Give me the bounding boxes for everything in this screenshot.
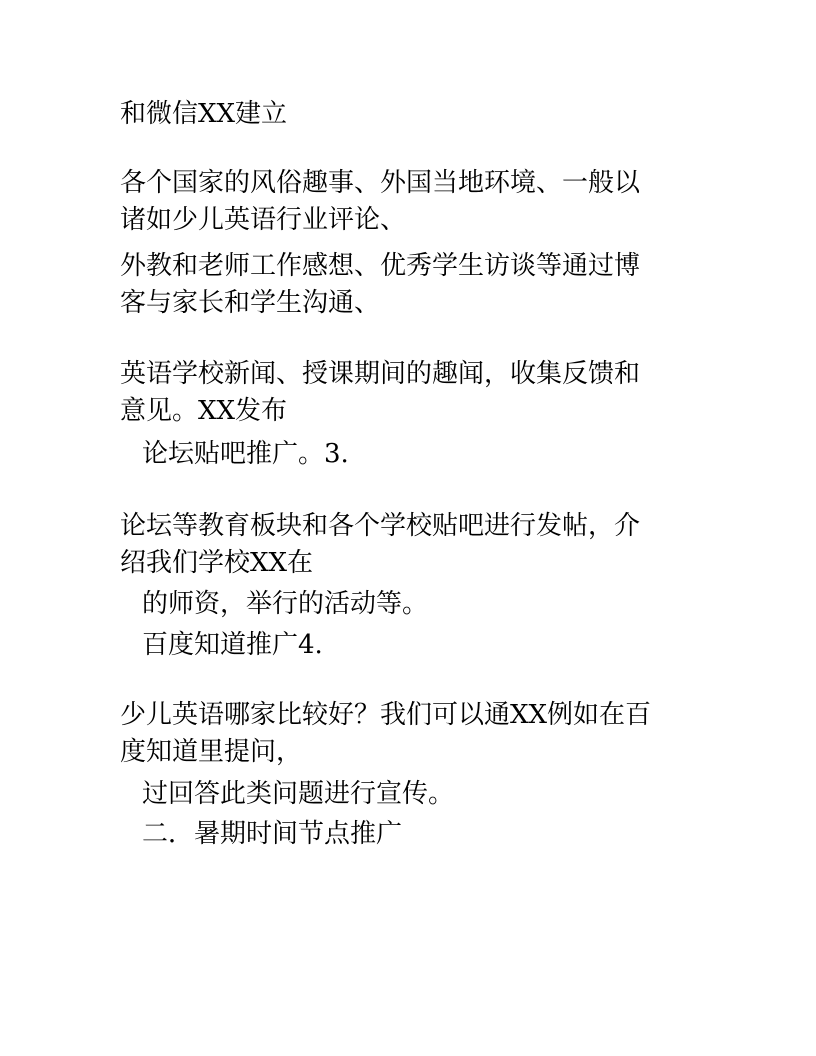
text-line-6: 英语学校新闻、授课期间的趣闻，收集反馈和 — [120, 359, 641, 389]
text-line-12: 百度知道推广4. — [142, 630, 323, 660]
text-line-13: 少儿英语哪家比较好？我们可以通XX例如在百 — [120, 700, 652, 730]
text-line-11: 的师资，举行的活动等。 — [142, 589, 429, 619]
text-line-16: 二．暑期时间节点推广 — [142, 819, 403, 849]
text-line-8: 论坛贴吧推广。3. — [142, 439, 349, 469]
text-line-5: 客与家长和学生沟通、 — [120, 288, 381, 318]
text-line-10: 绍我们学校XX在 — [120, 548, 314, 578]
text-line-4: 外教和老师工作感想、优秀学生访谈等通过博 — [120, 251, 641, 281]
text-line-3: 诸如少儿英语行业评论、 — [120, 205, 407, 235]
text-line-9: 论坛等教育板块和各个学校贴吧进行发帖，介 — [120, 511, 641, 541]
text-line-14: 度知道里提问， — [120, 737, 303, 767]
text-line-15: 过回答此类问题进行宣传。 — [142, 779, 455, 809]
text-line-1: 和微信XX建立 — [120, 99, 288, 129]
text-line-7: 意见。XX发布 — [120, 396, 288, 426]
text-line-2: 各个国家的风俗趣事、外国当地环境、一般以 — [120, 168, 641, 198]
